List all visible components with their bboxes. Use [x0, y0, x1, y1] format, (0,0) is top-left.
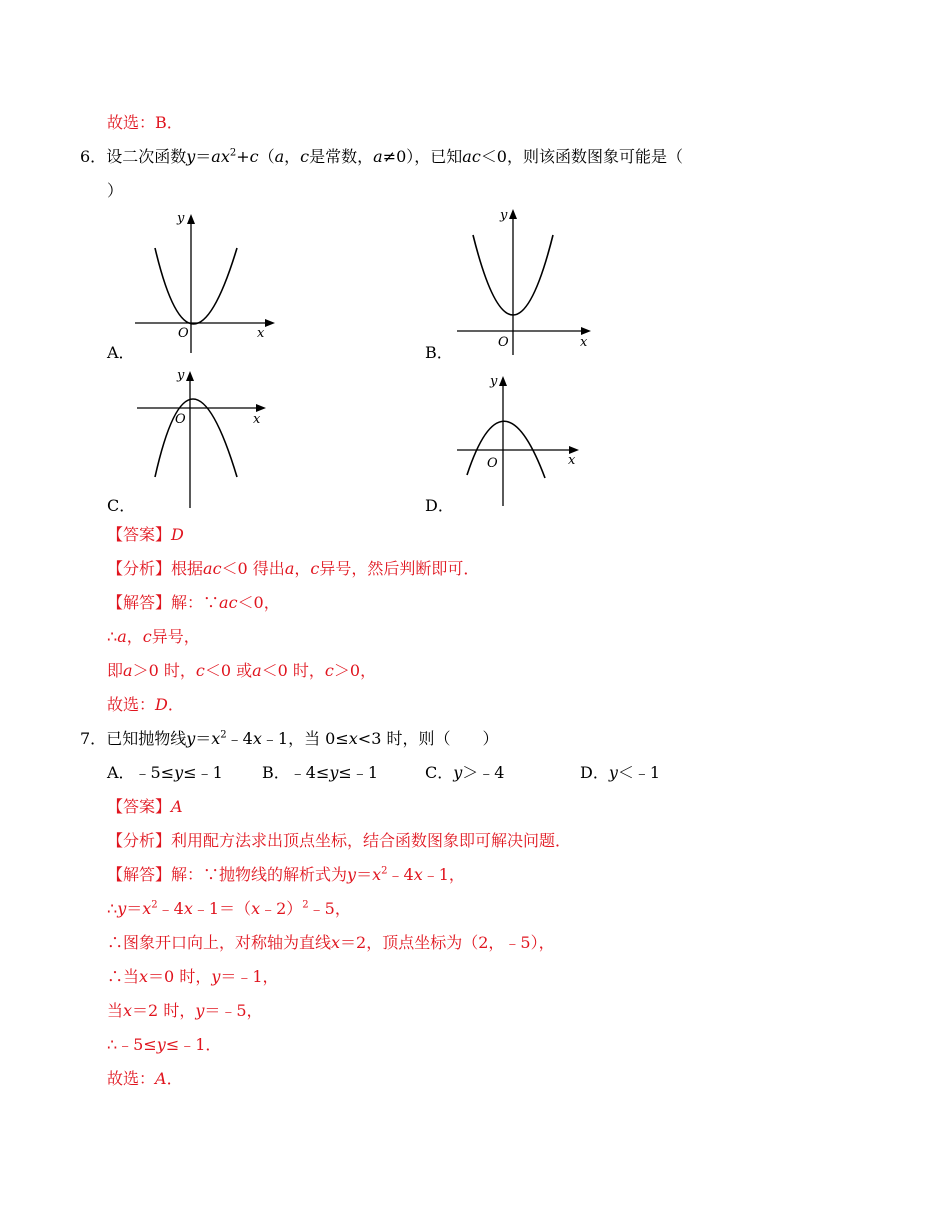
q7-answer-line — [107, 796, 183, 818]
q7-solution-line2 — [107, 898, 351, 920]
solution-var: x — [331, 933, 341, 952]
y-label: y — [177, 368, 185, 383]
solution-text: ＝2，顶点坐标为（2，﹣5）， — [340, 933, 555, 952]
q6-number: 6． — [80, 147, 107, 166]
q7-number: 7． — [80, 729, 107, 748]
y-axis-arrow — [499, 376, 507, 386]
solution-exponent: 2 — [151, 899, 158, 911]
solution-var: y — [211, 967, 221, 986]
solution-text: ﹣4 — [387, 865, 414, 884]
solution-text: ﹣5， — [308, 899, 351, 918]
solution-text: ≤﹣1． — [165, 1035, 222, 1054]
option-text: A．﹣5≤ — [107, 763, 175, 782]
solution-text: ＜0 或 — [204, 661, 253, 680]
q7-option-a — [107, 762, 223, 784]
q6-stem-line2 — [107, 180, 123, 202]
solution-var: x — [139, 967, 149, 986]
analysis-text: 异号，然后判断即可． — [319, 559, 480, 578]
q6-stem-text: （ — [258, 147, 275, 166]
analysis-label: 【分析】 — [107, 831, 172, 850]
solution-text: ＝0 时， — [148, 967, 212, 986]
solution-text: 当 — [107, 1001, 124, 1020]
q6-stem-text: ≠0），已知 — [382, 147, 463, 166]
option-text: B．﹣4≤ — [262, 763, 330, 782]
q6-close-paren: ） — [107, 181, 124, 200]
solution-var: a — [252, 661, 262, 680]
x-axis-arrow — [265, 319, 275, 327]
q6-plus: + — [236, 147, 250, 166]
answer-value: D — [171, 525, 184, 544]
solution-exponent: 2 — [381, 865, 388, 877]
solution-text: ﹣1， — [422, 865, 465, 884]
y-label: y — [500, 208, 508, 223]
analysis-var: a — [284, 559, 295, 578]
q7-stem — [80, 728, 498, 750]
solution-var: x — [251, 899, 261, 918]
solution-text: 故选： — [107, 695, 156, 714]
solution-text: ∴图象开口向上，对称轴为直线 — [107, 933, 332, 952]
q7-solution-line4 — [107, 966, 279, 988]
solution-text: 故选： — [107, 1069, 156, 1088]
solution-var: y — [347, 865, 357, 884]
q7-eq: ＝ — [195, 729, 212, 748]
solution-var: x — [142, 899, 152, 918]
solution-text: ＜0 时， — [261, 661, 325, 680]
q6-var: c — [249, 147, 259, 166]
answer-value: A — [171, 797, 183, 816]
q6-var: a — [274, 147, 285, 166]
solution-var: y — [156, 1035, 166, 1054]
q6-option-d: D． — [425, 496, 454, 515]
prev-answer-text: 故选：B． — [107, 113, 183, 132]
solution-text: ＝ — [356, 865, 373, 884]
option-var: y — [608, 763, 618, 782]
q6-solution-line1 — [107, 592, 280, 614]
x-axis-arrow — [256, 404, 266, 412]
q6-graph-a — [135, 210, 285, 355]
q6-var: c — [300, 147, 310, 166]
q7-stem-text: 已知抛物线 — [106, 729, 187, 748]
solution-text: 解：∵抛物线的解析式为 — [171, 865, 348, 884]
solution-text: ＝ — [126, 899, 143, 918]
option-text: ≤﹣1 — [183, 763, 223, 782]
x-label: x — [568, 453, 576, 468]
solution-var: c — [195, 661, 205, 680]
solution-text: 即 — [107, 661, 124, 680]
solution-var: a — [123, 661, 133, 680]
q7-option-d — [580, 762, 660, 784]
x-label: x — [253, 412, 261, 427]
y-axis-arrow — [186, 371, 194, 381]
analysis-text: 根据 — [171, 559, 204, 578]
solution-var: c — [324, 661, 334, 680]
q6-answer-line — [107, 524, 184, 546]
solution-var: y — [195, 1001, 205, 1020]
q6-var: a — [211, 147, 221, 166]
solution-text: ∴当 — [107, 967, 140, 986]
solution-text: ﹣4 — [157, 899, 184, 918]
q6-stem-text: 设二次函数 — [106, 147, 187, 166]
origin-label: O — [498, 335, 509, 350]
q6-stem-text: 是常数， — [309, 147, 374, 166]
q7-var: x — [211, 729, 221, 748]
solution-text: ＝2 时， — [132, 1001, 196, 1020]
solution-text: ＞0， — [333, 661, 377, 680]
solution-var: D — [155, 695, 168, 714]
q7-solution-line3 — [107, 932, 555, 954]
q7-stem-text: ﹣4 — [226, 729, 253, 748]
q7-exponent: 2 — [220, 729, 227, 741]
solution-text: ∴﹣5≤ — [107, 1035, 157, 1054]
q6-solution-line3 — [107, 660, 376, 682]
option-text: C． — [425, 763, 454, 782]
parabola — [155, 399, 237, 477]
solution-text: ， — [126, 627, 143, 646]
x-label: x — [257, 326, 265, 341]
solution-var: c — [142, 627, 152, 646]
q6-option-c: C． — [107, 496, 136, 515]
solution-text: ． — [167, 695, 184, 714]
option-text: ≤﹣1 — [338, 763, 378, 782]
solution-var: y — [117, 899, 127, 918]
q6-var: x — [220, 147, 230, 166]
y-label: y — [490, 374, 498, 389]
analysis-text: ＜0 得出 — [221, 559, 285, 578]
q6-var: y — [186, 147, 196, 166]
y-axis-arrow — [509, 209, 517, 219]
option-var: y — [329, 763, 339, 782]
solution-exponent: 2 — [302, 899, 309, 911]
origin-label: O — [487, 456, 498, 471]
origin-label: O — [175, 412, 186, 427]
solution-var: x — [372, 865, 382, 884]
x-label: x — [580, 335, 588, 350]
analysis-var: c — [310, 559, 320, 578]
option-text: D． — [580, 763, 609, 782]
q6-solution-line2 — [107, 626, 200, 648]
solution-text: ． — [166, 1069, 183, 1088]
solution-var: a — [117, 627, 127, 646]
q7-option-b — [262, 762, 378, 784]
solution-var: x — [183, 899, 193, 918]
q6-eq: ＝ — [195, 147, 212, 166]
q6-graph-b — [455, 205, 605, 355]
solution-text: ＜0， — [237, 593, 280, 612]
solution-var: x — [413, 865, 423, 884]
solution-text: 异号， — [151, 627, 200, 646]
answer-label: 【答案】 — [107, 525, 172, 544]
q7-stem-text: <3 时，则（ ） — [357, 729, 499, 748]
prev-answer-line — [107, 112, 183, 134]
q6-option-a: A． — [107, 343, 135, 362]
solution-text: ∴ — [107, 899, 118, 918]
analysis-text: 利用配方法求出顶点坐标，结合函数图象即可解决问题． — [171, 831, 572, 850]
option-text: ＜﹣1 — [617, 763, 661, 782]
q6-option-b: B． — [425, 343, 453, 362]
q6-var: a — [373, 147, 383, 166]
q7-solution-line5 — [107, 1000, 263, 1022]
solution-var: x — [123, 1001, 133, 1020]
q6-stem-text: ， — [284, 147, 301, 166]
q6-stem-line1 — [80, 146, 683, 168]
option-var: y — [453, 763, 463, 782]
solution-label: 【解答】 — [107, 865, 172, 884]
solution-var: ac — [219, 593, 238, 612]
q7-stem-text: ﹣1，当 0≤ — [261, 729, 349, 748]
solution-label: 【解答】 — [107, 593, 172, 612]
analysis-label: 【分析】 — [107, 559, 172, 578]
q6-exponent: 2 — [229, 147, 237, 159]
solution-var: A — [155, 1069, 167, 1088]
q6-analysis-line — [107, 558, 479, 580]
q7-var: x — [348, 729, 358, 748]
q6-graph-d — [455, 370, 595, 510]
solution-text: 解：∵ — [171, 593, 220, 612]
analysis-var: ac — [203, 559, 222, 578]
solution-text: ＝﹣1， — [220, 967, 279, 986]
answer-label: 【答案】 — [107, 797, 172, 816]
solution-text: ＝﹣5， — [204, 1001, 263, 1020]
q6-var: ac — [462, 147, 481, 166]
q7-analysis-line — [107, 830, 571, 852]
q6-solution-line4 — [107, 694, 184, 716]
x-axis-arrow — [581, 327, 591, 335]
analysis-text: ， — [294, 559, 311, 578]
solution-text: ＞0 时， — [132, 661, 196, 680]
origin-label: O — [178, 326, 189, 341]
q7-solution-line6 — [107, 1034, 221, 1056]
q7-var: x — [252, 729, 262, 748]
q7-option-c — [425, 762, 504, 784]
option-var: y — [174, 763, 184, 782]
q7-solution-line1 — [107, 864, 465, 886]
q6-stem-text: ＜0，则该函数图象可能是（ — [480, 147, 683, 166]
option-text: ＞﹣4 — [462, 763, 505, 782]
solution-text: ﹣1＝（ — [192, 899, 252, 918]
q7-solution-line7 — [107, 1068, 183, 1090]
q6-graph-c — [135, 365, 285, 515]
parabola — [155, 248, 237, 324]
solution-text: ∴ — [107, 627, 118, 646]
y-axis-arrow — [187, 214, 195, 224]
y-label: y — [177, 211, 185, 226]
solution-text: ﹣2） — [260, 899, 303, 918]
q7-var: y — [186, 729, 196, 748]
